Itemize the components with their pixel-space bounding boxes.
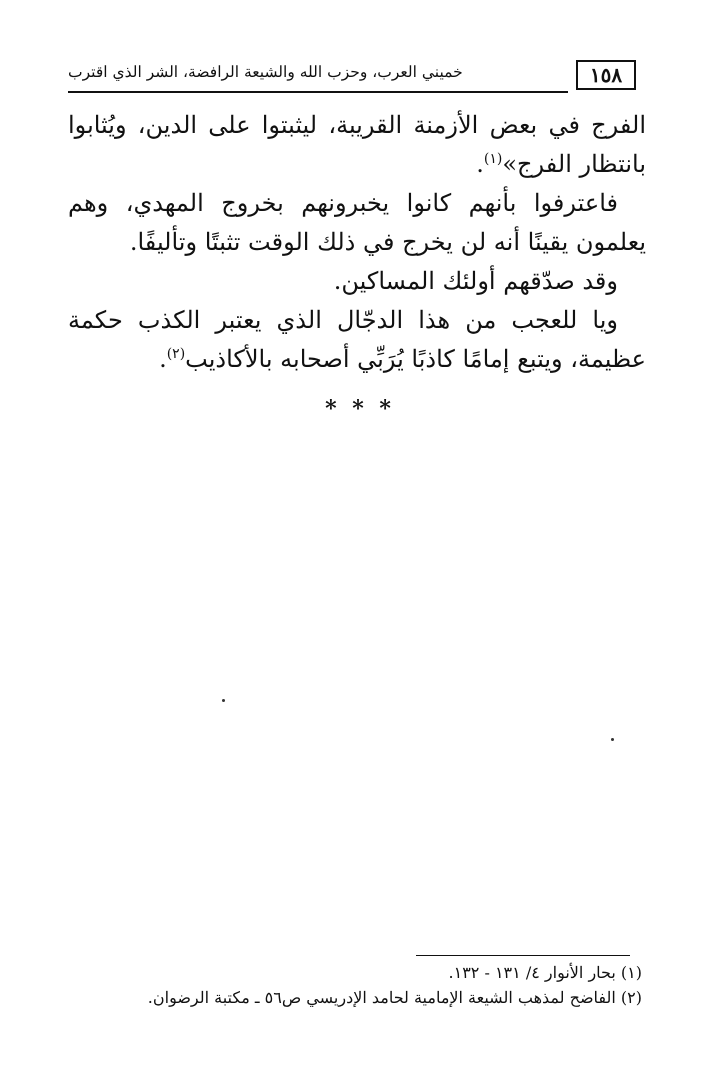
footnote-ref-2: (٢) (166, 346, 186, 362)
paragraph-4-text: ويا للعجب من هذا الدجّال الذي يعتبر الكذب حكمة عظيمة، ويتبع إمامًا كاذبًا يُرَبِّي أصحابه بالأكاذيب (68, 306, 646, 373)
footnotes (130, 960, 642, 1010)
running-title: خميني العرب، وحزب الله والشيعة الرافضة، الشر الذي اقترب (68, 63, 463, 81)
paragraph-3: وقد صدّقهم أولئك المساكين. (333, 267, 618, 295)
footnote-2: (٢) الفاضح لمذهب الشيعة الإمامية لحامد الإدريسي ص٥٦ ـ مكتبة الرضوان. (147, 988, 642, 1007)
section-separator: * * * (325, 396, 395, 422)
page-number: ١٥٨ (576, 60, 636, 90)
footnote-ref-1: (١) (483, 151, 503, 167)
paragraph-1-end: . (476, 150, 484, 178)
paragraph-4-end: . (159, 345, 167, 373)
paragraph-1 (68, 106, 646, 184)
body-text (68, 106, 646, 379)
scan-speck (611, 738, 614, 741)
scan-speck (222, 699, 225, 702)
footnote-rule (416, 955, 630, 956)
paragraph-1-text: الفرج في بعض الأزمنة القريبة، ليثبتوا على الدين، ويُثابوا بانتظار الفرج» (68, 111, 646, 178)
paragraph-2: فاعترفوا بأنهم كانوا يخبرونهم بخروج المهدي، وهم يعلمون يقينًا أنه لن يخرج في ذلك الوقت تثبتًا وتأليفًا. (68, 189, 646, 256)
paragraph-4 (68, 301, 646, 379)
footnote-1: (١) بحار الأنوار ٤/ ١٣١ - ١٣٢. (448, 963, 642, 982)
header-rule (68, 91, 568, 93)
